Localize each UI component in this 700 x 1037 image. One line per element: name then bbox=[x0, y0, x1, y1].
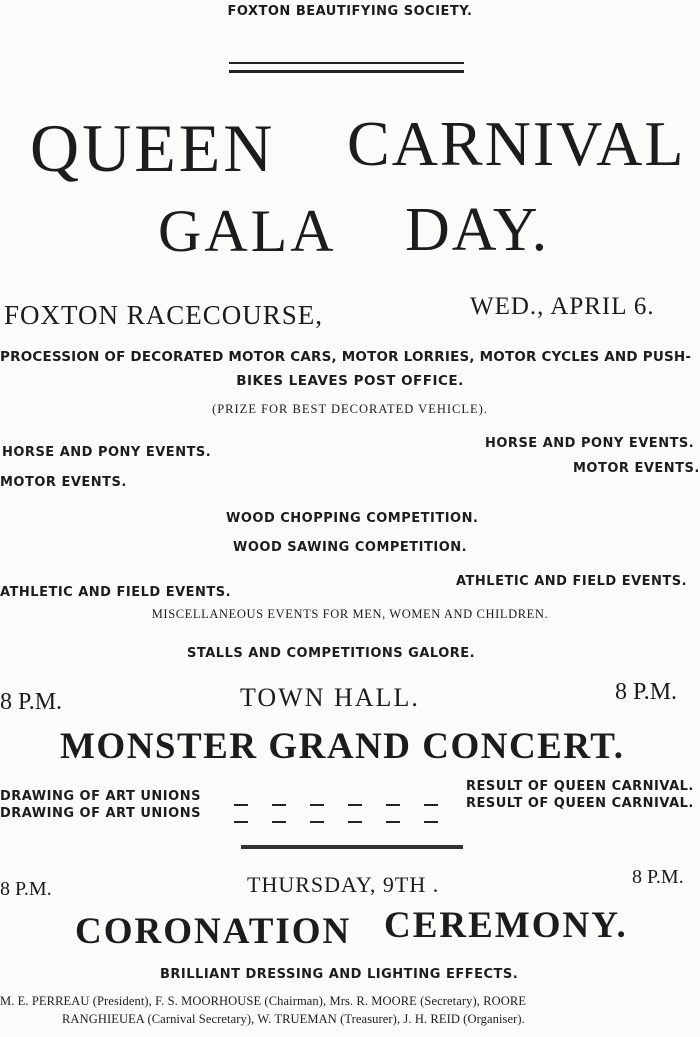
coronation-time-left: 8 P.M. bbox=[0, 878, 52, 900]
coronation-title-right: CEREMONY. bbox=[384, 905, 628, 946]
title-day: DAY. bbox=[405, 196, 550, 264]
stalls: STALLS AND COMPETITIONS GALORE. bbox=[187, 646, 476, 661]
title-gala: GALA bbox=[158, 198, 337, 264]
procession-line-1: PROCESSION OF DECORATED MOTOR CARS, MOTOR LORRIES, MOTOR CYCLES AND PUSH- bbox=[0, 349, 692, 365]
header-rule-bottom bbox=[229, 70, 464, 73]
art-unions-line-2: DRAWING OF ART UNIONS bbox=[0, 806, 201, 821]
officers-line-2: RANGHIEUEA (Carnival Secretary), W. TRUEMAN (Treasurer), J. H. REID (Organiser). bbox=[62, 1012, 525, 1026]
dash-leader-2 bbox=[222, 813, 450, 831]
coronation-time-right: 8 P.M. bbox=[632, 866, 684, 888]
officers-line-1: M. E. PERREAU (President), F. S. MOORHOUSE (Chairman), Mrs. R. MOORE (Secretary), ROORE bbox=[0, 994, 527, 1008]
header-rule-top bbox=[229, 62, 464, 64]
title-carnival: CARNIVAL bbox=[347, 108, 686, 179]
misc-events: MISCELLANEOUS EVENTS FOR MEN, WOMEN AND CHILDREN. bbox=[151, 607, 549, 621]
coronation-effects: BRILLIANT DRESSING AND LIGHTING EFFECTS. bbox=[160, 967, 519, 982]
procession-line-2: BIKES LEAVES POST OFFICE. bbox=[236, 373, 464, 389]
wood-chopping: WOOD CHOPPING COMPETITION. bbox=[226, 511, 479, 526]
motor-events-right: MOTOR EVENTS. bbox=[573, 461, 700, 476]
dash-leader-1 bbox=[222, 796, 450, 814]
art-unions-line-1: DRAWING OF ART UNIONS bbox=[0, 789, 201, 804]
result-line-2: RESULT OF QUEEN CARNIVAL. bbox=[466, 796, 694, 811]
concert-time-right: 8 P.M. bbox=[615, 679, 678, 705]
wood-sawing: WOOD SAWING COMPETITION. bbox=[233, 540, 468, 555]
society-name: FOXTON BEAUTIFYING SOCIETY. bbox=[227, 4, 473, 19]
horse-events-right: HORSE AND PONY EVENTS. bbox=[485, 436, 695, 451]
motor-events-left: MOTOR EVENTS. bbox=[0, 475, 127, 490]
coronation-day: THURSDAY, 9TH . bbox=[247, 872, 440, 897]
concert-time-left: 8 P.M. bbox=[0, 689, 63, 715]
section-rule bbox=[241, 845, 463, 849]
venue-place: FOXTON RACECOURSE, bbox=[4, 300, 324, 330]
horse-events-left: HORSE AND PONY EVENTS. bbox=[2, 445, 212, 460]
coronation-title-left: CORONATION bbox=[75, 911, 352, 952]
procession-prize: (PRIZE FOR BEST DECORATED VEHICLE). bbox=[212, 402, 488, 416]
athletic-events-right: ATHLETIC AND FIELD EVENTS. bbox=[456, 574, 688, 589]
concert-venue: TOWN HALL. bbox=[240, 683, 420, 712]
venue-date: WED., APRIL 6. bbox=[470, 293, 655, 320]
result-line-1: RESULT OF QUEEN CARNIVAL. bbox=[466, 779, 694, 794]
concert-title: MONSTER GRAND CONCERT. bbox=[60, 726, 625, 767]
title-queen: QUEEN bbox=[30, 110, 276, 186]
athletic-events-left: ATHLETIC AND FIELD EVENTS. bbox=[0, 585, 232, 600]
